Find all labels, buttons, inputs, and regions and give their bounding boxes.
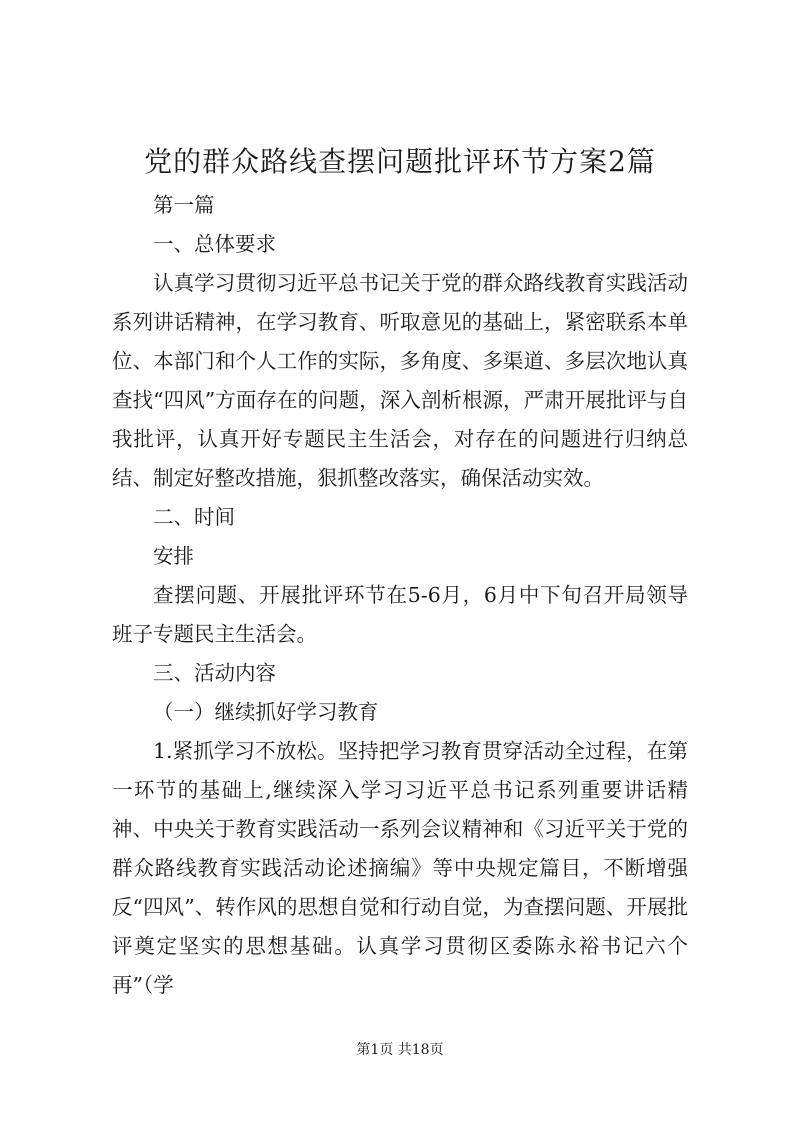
document-title: 党的群众路线查摆问题批评环节方案2篇 [144, 145, 656, 178]
paragraph-study-item-1: 1.紧抓学习不放松。坚持把学习教育贯穿活动全过程，在第一环节的基础上,继续深入学习习近平总书记系列重要讲话精神、中央关于教育实践活动一系列会议精神和《习近平关于党的群众路线教育实践活动论述摘编》等中央规定篇目，不断增强反“四风”、转作风的思想自觉和行动自觉，为查摆问题、开展批评奠定坚实的思想基础。认真学习贯彻区委陈永裕书记六个再”（学 [112, 739, 688, 997]
subheading-study-education: （一）继续抓好学习教育 [153, 700, 379, 724]
heading-general-requirements: 一、总体要求 [153, 232, 276, 256]
paragraph-general-requirements: 认真学习贯彻习近平总书记关于党的群众路线教育实践活动系列讲话精神，在学习教育、听取意见的基础上，紧密联系本单位、本部门和个人工作的实际，多角度、多渠道、多层次地认真查找“四风”方面存在的问题，深入剖析根源，严肃开展批评与自我批评，认真开好专题民主生活会，对存在的问题进行归纳总结、制定好整改措施，狠抓整改落实，确保活动实效。 [112, 271, 688, 490]
heading-activity-content: 三、活动内容 [153, 661, 276, 685]
document-body [112, 186, 688, 1005]
paragraph-schedule: 查摆问题、开展批评环节在5-6月，6月中下旬召开局领导班子专题民主生活会。 [112, 583, 688, 646]
page-footer: 第1页 共18页 [356, 1042, 444, 1058]
heading-time: 二、时间 [153, 505, 235, 529]
heading-arrangement: 安排 [153, 544, 194, 568]
section-label-first: 第一篇 [153, 193, 215, 217]
